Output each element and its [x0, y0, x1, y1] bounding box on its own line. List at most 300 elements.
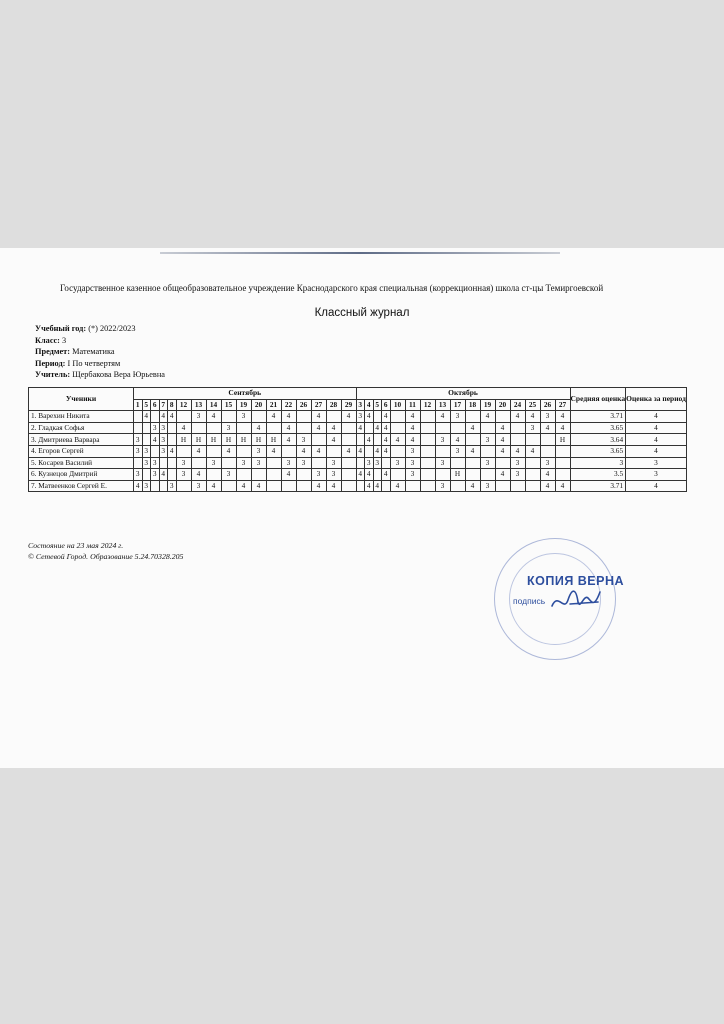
day-header: 19	[480, 399, 495, 411]
grade-cell: 3	[525, 422, 540, 434]
meta-value: Щербакова Вера Юрьевна	[72, 370, 165, 379]
grade-cell: 3	[151, 457, 160, 469]
grade-cell	[555, 457, 570, 469]
grade-cell: 3	[159, 445, 168, 457]
grade-cell	[341, 434, 356, 446]
grade-cell	[236, 422, 251, 434]
term-grade: 4	[626, 434, 687, 446]
grade-cell: 3	[450, 411, 465, 423]
grade-cell: 4	[356, 422, 365, 434]
day-header: 10	[390, 399, 405, 411]
grade-cell	[450, 422, 465, 434]
grade-cell	[420, 434, 435, 446]
meta-label: Учебный год:	[35, 324, 87, 333]
grade-cell	[206, 445, 221, 457]
grade-cell: 3	[159, 422, 168, 434]
grade-cell: 4	[159, 469, 168, 481]
day-header: 6	[382, 399, 391, 411]
grade-cell	[266, 457, 281, 469]
day-header: 14	[206, 399, 221, 411]
day-header: 1	[134, 399, 143, 411]
grade-cell: 3	[176, 457, 191, 469]
average-grade: 3.65	[570, 422, 626, 434]
table-row	[29, 469, 687, 481]
grade-cell: 4	[495, 422, 510, 434]
grade-cell	[134, 411, 143, 423]
grade-cell: Н	[236, 434, 251, 446]
grade-cell	[159, 480, 168, 492]
table-row	[29, 480, 687, 492]
grade-cell	[390, 422, 405, 434]
grade-cell: 4	[168, 411, 177, 423]
grade-cell: 4	[191, 445, 206, 457]
grade-cell: 4	[465, 445, 480, 457]
grade-cell: Н	[176, 434, 191, 446]
grade-cell	[134, 422, 143, 434]
grade-cell	[176, 480, 191, 492]
term-grade: 3	[626, 469, 687, 481]
grade-cell	[420, 411, 435, 423]
grade-cell: 3	[311, 469, 326, 481]
grade-cell	[420, 480, 435, 492]
grade-cell: 4	[525, 445, 540, 457]
grade-cell	[236, 445, 251, 457]
average-grade: 3.71	[570, 480, 626, 492]
grade-cell: 4	[151, 434, 160, 446]
grade-cell: 3	[159, 434, 168, 446]
grade-cell: 3	[236, 411, 251, 423]
average-header: Средняя оценка	[570, 388, 626, 411]
day-header: 12	[176, 399, 191, 411]
grade-cell: Н	[191, 434, 206, 446]
student-name: 1. Варехин Никита	[29, 411, 134, 423]
grade-cell	[341, 480, 356, 492]
grade-cell	[341, 469, 356, 481]
grade-cell: 3	[142, 457, 151, 469]
grade-cell	[296, 411, 311, 423]
grade-cell: 4	[326, 434, 341, 446]
grade-cell	[151, 445, 160, 457]
grade-cell	[510, 480, 525, 492]
grade-cell: 4	[281, 411, 296, 423]
grade-cell	[495, 480, 510, 492]
grade-cell: 3	[296, 457, 311, 469]
grade-cell	[525, 434, 540, 446]
grade-cell	[405, 480, 420, 492]
grade-cell: 4	[251, 422, 266, 434]
grade-cell: 4	[236, 480, 251, 492]
grade-cell: 4	[134, 480, 143, 492]
grade-cell	[168, 422, 177, 434]
table-row	[29, 457, 687, 469]
grade-cell	[176, 445, 191, 457]
grade-cell: 3	[435, 480, 450, 492]
grade-cell: 4	[435, 411, 450, 423]
grade-cell	[168, 457, 177, 469]
day-header: 28	[326, 399, 341, 411]
student-name: 4. Егоров Сергей	[29, 445, 134, 457]
grade-cell: 4	[390, 434, 405, 446]
grade-cell	[540, 445, 555, 457]
grade-cell: 4	[341, 411, 356, 423]
grade-cell: 3	[142, 445, 151, 457]
grade-cell: 4	[390, 480, 405, 492]
grade-cell: 3	[251, 457, 266, 469]
day-header: 11	[405, 399, 420, 411]
grade-cell: 3	[480, 480, 495, 492]
day-header: 18	[465, 399, 480, 411]
grade-cell	[296, 469, 311, 481]
grade-cell	[341, 457, 356, 469]
grades-table	[28, 387, 687, 492]
grade-cell: 3	[435, 434, 450, 446]
grade-cell: 4	[311, 445, 326, 457]
grade-cell	[525, 457, 540, 469]
grade-cell	[151, 480, 160, 492]
grade-cell: 3	[151, 422, 160, 434]
grade-cell	[465, 434, 480, 446]
day-header: 29	[341, 399, 356, 411]
handwritten-signature	[550, 584, 606, 614]
grade-cell: 3	[480, 457, 495, 469]
grade-cell	[311, 457, 326, 469]
grade-cell: 4	[326, 480, 341, 492]
grade-cell: 4	[450, 434, 465, 446]
grade-cell	[495, 457, 510, 469]
grade-cell	[251, 411, 266, 423]
grade-cell: 4	[365, 480, 374, 492]
day-header: 20	[251, 399, 266, 411]
grade-cell	[356, 434, 365, 446]
grade-cell: Н	[450, 469, 465, 481]
grade-cell	[221, 457, 236, 469]
grade-cell: 4	[525, 411, 540, 423]
grade-cell: 4	[176, 422, 191, 434]
grade-cell	[356, 480, 365, 492]
grade-cell	[206, 469, 221, 481]
grade-cell	[525, 480, 540, 492]
average-grade: 3.65	[570, 445, 626, 457]
meta-value: Математика	[72, 347, 115, 356]
grade-cell: 4	[465, 422, 480, 434]
grade-cell: 3	[435, 457, 450, 469]
grade-cell	[390, 469, 405, 481]
average-grade: 3	[570, 457, 626, 469]
grade-cell: 3	[296, 434, 311, 446]
day-header: 19	[236, 399, 251, 411]
day-header: 25	[525, 399, 540, 411]
grade-cell	[373, 411, 382, 423]
grade-cell: 4	[311, 411, 326, 423]
grade-cell: 3	[221, 422, 236, 434]
day-header: 27	[311, 399, 326, 411]
grade-cell	[281, 445, 296, 457]
grade-cell: 3	[134, 445, 143, 457]
grade-cell: Н	[555, 434, 570, 446]
grade-cell	[311, 434, 326, 446]
grade-cell: 3	[206, 457, 221, 469]
grade-cell: 3	[450, 445, 465, 457]
day-header: 12	[420, 399, 435, 411]
day-header: 7	[159, 399, 168, 411]
day-header: 17	[450, 399, 465, 411]
grade-cell	[420, 469, 435, 481]
grade-cell: 4	[251, 480, 266, 492]
grade-cell: 4	[356, 469, 365, 481]
day-header: 3	[356, 399, 365, 411]
day-header: 26	[296, 399, 311, 411]
grade-cell	[450, 457, 465, 469]
meta-label: Период:	[35, 358, 66, 368]
grade-cell: 3	[390, 457, 405, 469]
copy-verified-stamp: КОПИЯ ВЕРНА	[527, 574, 625, 588]
grade-cell	[465, 411, 480, 423]
journal-footer	[28, 541, 183, 562]
grade-cell	[480, 422, 495, 434]
grade-cell: 3	[142, 480, 151, 492]
grade-cell	[420, 445, 435, 457]
grade-cell: 4	[540, 469, 555, 481]
grade-cell: 3	[176, 469, 191, 481]
grade-cell	[382, 480, 391, 492]
grade-cell: 4	[296, 445, 311, 457]
grade-cell	[356, 457, 365, 469]
grade-cell	[168, 434, 177, 446]
grade-cell: 3	[480, 434, 495, 446]
grade-cell: 4	[159, 411, 168, 423]
grade-cell: 4	[266, 411, 281, 423]
day-header: 13	[191, 399, 206, 411]
student-name: 3. Дмитриева Варвара	[29, 434, 134, 446]
grade-cell	[326, 445, 341, 457]
grade-cell	[266, 469, 281, 481]
grade-cell: 4	[495, 445, 510, 457]
grade-cell	[296, 422, 311, 434]
grade-cell: 4	[405, 434, 420, 446]
grade-cell: 4	[365, 469, 374, 481]
organization-name: Государственное казенное общеобразовательное учреждение Краснодарского края специальная (коррекционная) школа ст-цы Темиргоевской	[60, 283, 604, 293]
students-header: Ученики	[29, 388, 134, 411]
grade-cell	[480, 469, 495, 481]
day-header: 22	[281, 399, 296, 411]
average-grade: 3.5	[570, 469, 626, 481]
grade-cell: 4	[495, 469, 510, 481]
grade-cell: 3	[221, 469, 236, 481]
grade-cell	[382, 457, 391, 469]
day-header: 6	[151, 399, 160, 411]
grade-cell	[142, 469, 151, 481]
grade-cell: 3	[405, 457, 420, 469]
grade-cell: 4	[206, 411, 221, 423]
student-name: 7. Матвеенков Сергей Е.	[29, 480, 134, 492]
grade-cell	[326, 411, 341, 423]
grade-cell: 3	[405, 469, 420, 481]
day-header: 26	[540, 399, 555, 411]
grade-cell: Н	[251, 434, 266, 446]
grade-cell	[480, 445, 495, 457]
table-row	[29, 434, 687, 446]
grade-cell	[251, 469, 266, 481]
grade-cell: 3	[191, 480, 206, 492]
table-row	[29, 411, 687, 423]
meta-subject	[35, 346, 165, 358]
grade-cell	[540, 434, 555, 446]
grade-cell	[206, 422, 221, 434]
average-grade: 3.64	[570, 434, 626, 446]
table-row	[29, 422, 687, 434]
grade-cell: 4	[540, 422, 555, 434]
grade-cell: 4	[555, 480, 570, 492]
grade-cell: 3	[510, 469, 525, 481]
grade-cell: 4	[168, 445, 177, 457]
grade-cell	[435, 469, 450, 481]
grade-cell: 3	[151, 469, 160, 481]
grade-cell	[168, 469, 177, 481]
term-grade: 4	[626, 411, 687, 423]
grade-cell: 4	[382, 422, 391, 434]
grade-cell: 4	[382, 411, 391, 423]
term-grade-header: Оценка за период	[626, 388, 687, 411]
month-header-1: Октябрь	[356, 388, 570, 400]
meta-teacher	[35, 369, 165, 381]
student-name: 6. Кузнецов Дмитрий	[29, 469, 134, 481]
grade-cell: 4	[142, 411, 151, 423]
day-header: 8	[168, 399, 177, 411]
grade-cell	[435, 422, 450, 434]
grade-cell	[555, 469, 570, 481]
grade-cell	[510, 422, 525, 434]
grade-cell: 4	[281, 434, 296, 446]
grade-cell: 3	[251, 445, 266, 457]
grade-cell	[525, 469, 540, 481]
grade-cell	[365, 445, 374, 457]
grade-cell: 4	[382, 445, 391, 457]
grade-cell: 3	[405, 445, 420, 457]
grade-cell: 4	[405, 422, 420, 434]
meta-value: (*) 2022/2023	[88, 324, 136, 333]
meta-class	[35, 335, 165, 347]
term-grade: 4	[626, 422, 687, 434]
grade-cell: 4	[221, 445, 236, 457]
grade-cell	[281, 480, 296, 492]
grade-cell	[420, 457, 435, 469]
grade-cell: 4	[373, 445, 382, 457]
grade-cell: 4	[365, 411, 374, 423]
grade-cell: 3	[326, 457, 341, 469]
grade-cell: 4	[266, 445, 281, 457]
grade-cell	[266, 422, 281, 434]
term-grade: 4	[626, 480, 687, 492]
grade-cell: 4	[191, 469, 206, 481]
grade-cell: 3	[356, 411, 365, 423]
grade-cell: 4	[480, 411, 495, 423]
grade-cell: 3	[326, 469, 341, 481]
grade-cell: 3	[134, 434, 143, 446]
grade-cell: 3	[168, 480, 177, 492]
day-header: 15	[221, 399, 236, 411]
grade-cell: 4	[311, 422, 326, 434]
meta-label: Учитель:	[35, 370, 71, 379]
day-header: 13	[435, 399, 450, 411]
day-header: 27	[555, 399, 570, 411]
grade-cell: Н	[221, 434, 236, 446]
grade-cell	[420, 422, 435, 434]
grade-cell: 4	[373, 480, 382, 492]
meta-period	[35, 358, 165, 370]
grade-cell: 3	[510, 457, 525, 469]
grade-cell	[510, 434, 525, 446]
grade-cell: 4	[510, 445, 525, 457]
grade-cell: 3	[134, 469, 143, 481]
document-title: Классный журнал	[314, 307, 410, 319]
student-name: 2. Гладкая Софья	[29, 422, 134, 434]
grade-cell	[176, 411, 191, 423]
grade-cell	[191, 457, 206, 469]
grade-cell: 4	[373, 422, 382, 434]
grade-cell: 4	[356, 445, 365, 457]
grade-cell	[296, 480, 311, 492]
grade-cell: 3	[191, 411, 206, 423]
grade-cell	[435, 445, 450, 457]
grade-cell	[373, 469, 382, 481]
grade-cell	[495, 411, 510, 423]
grade-cell: 4	[555, 411, 570, 423]
grade-cell: 3	[373, 457, 382, 469]
day-header: 5	[373, 399, 382, 411]
grade-cell: 3	[281, 457, 296, 469]
grade-cell	[465, 469, 480, 481]
meta-value: 3	[62, 335, 67, 345]
day-header: 21	[266, 399, 281, 411]
grade-cell: Н	[206, 434, 221, 446]
grade-cell: 4	[326, 422, 341, 434]
grade-cell: 4	[540, 480, 555, 492]
grade-cell: 3	[540, 457, 555, 469]
grade-cell	[159, 457, 168, 469]
term-grade: 4	[626, 445, 687, 457]
state-date: Состояние на 23 мая 2024 г.	[28, 541, 124, 550]
term-grade: 3	[626, 457, 687, 469]
grade-cell: 4	[510, 411, 525, 423]
grade-cell	[142, 434, 151, 446]
journal-meta	[35, 323, 165, 381]
grade-cell	[151, 411, 160, 423]
month-header-0: Сентябрь	[134, 388, 357, 400]
grade-cell	[191, 422, 206, 434]
grade-cell: 4	[495, 434, 510, 446]
grade-cell: 3	[365, 457, 374, 469]
grade-cell: 4	[555, 422, 570, 434]
grade-cell: 4	[405, 411, 420, 423]
grade-cell	[221, 480, 236, 492]
grade-cell	[390, 411, 405, 423]
day-header: 24	[510, 399, 525, 411]
grade-cell	[266, 480, 281, 492]
day-header: 5	[142, 399, 151, 411]
grade-cell: 4	[382, 469, 391, 481]
grade-cell: 4	[341, 445, 356, 457]
grade-cell	[341, 422, 356, 434]
grade-cell: 3	[540, 411, 555, 423]
grade-cell: 4	[281, 469, 296, 481]
meta-label: Класс:	[35, 335, 60, 345]
day-header: 4	[365, 399, 374, 411]
grade-cell: 4	[311, 480, 326, 492]
grade-cell: Н	[266, 434, 281, 446]
grade-cell	[142, 422, 151, 434]
grade-cell	[365, 422, 374, 434]
grade-cell	[134, 457, 143, 469]
